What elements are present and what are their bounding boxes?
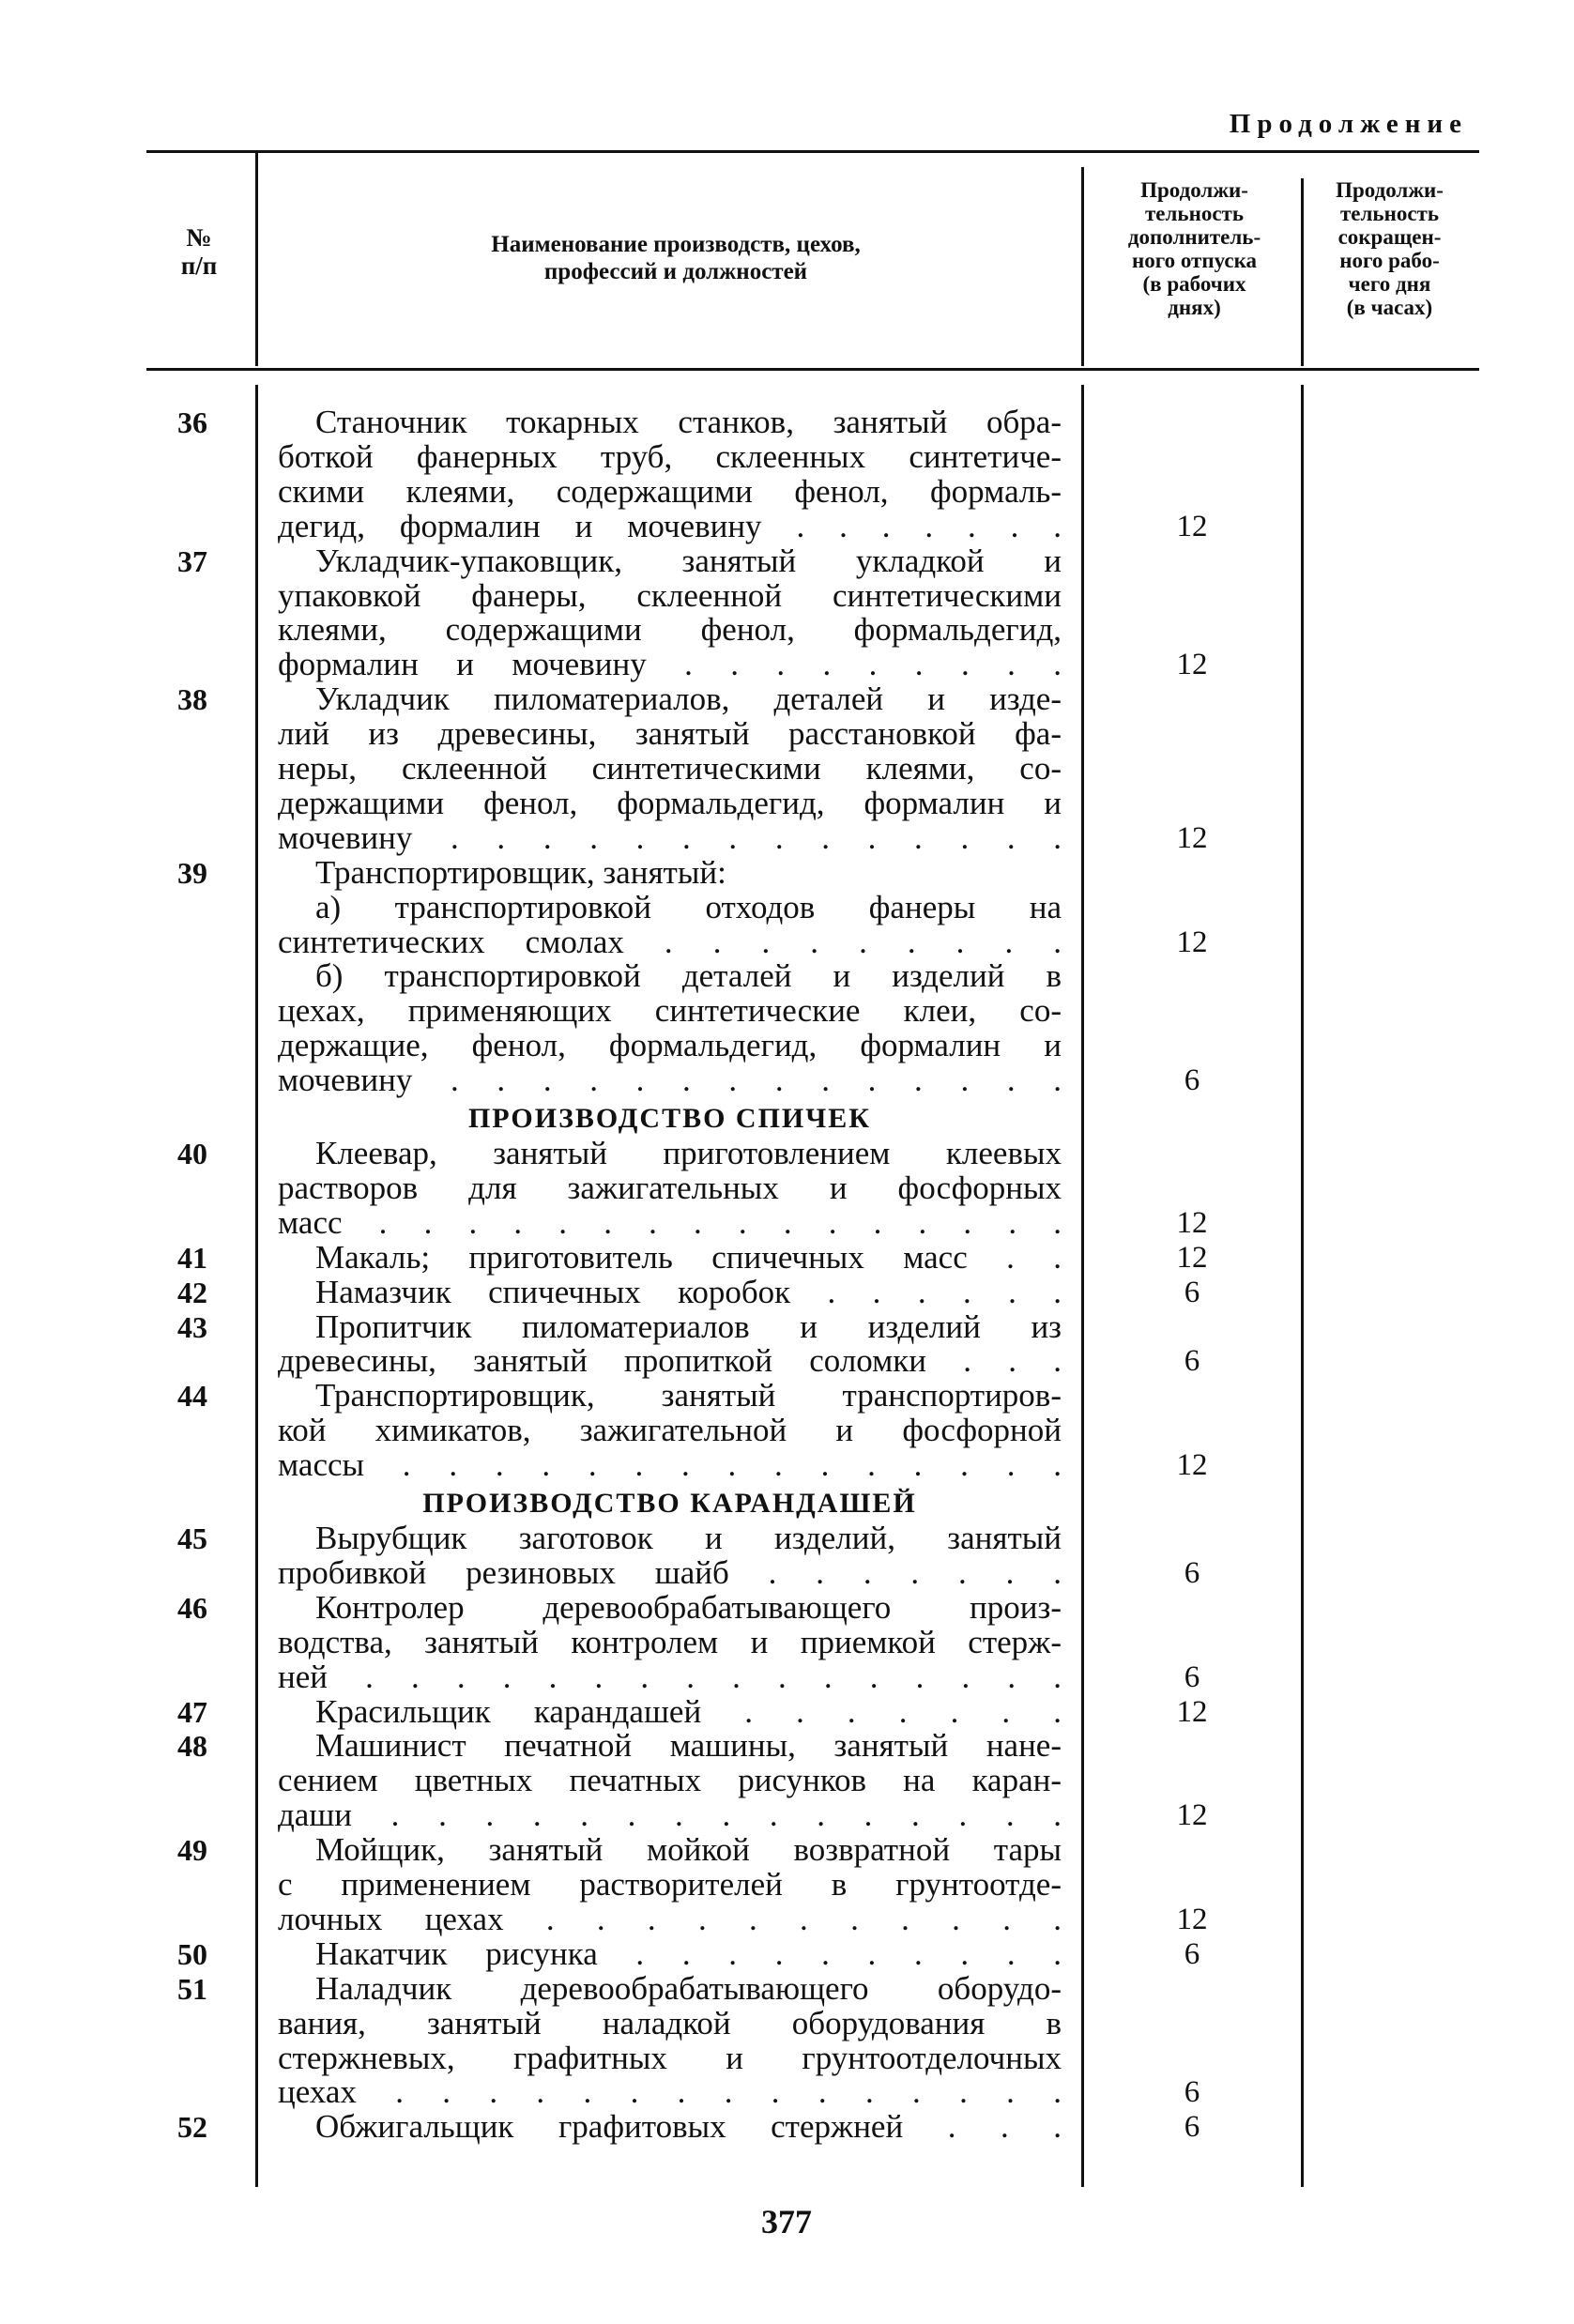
header-number-line: п/п	[180, 252, 218, 280]
table-row	[0, 818, 1574, 856]
row-number	[141, 1764, 244, 1797]
header-name-line: Наименование производств, цехов,	[491, 232, 861, 257]
table-row	[0, 1414, 1574, 1447]
row-leave-days: 6	[1184, 1555, 1200, 1590]
row-number	[141, 2007, 244, 2041]
row-number: 43	[177, 1309, 207, 1344]
row-text: неры, склеенной синтетическими клеями, со-	[278, 750, 1062, 787]
table-row	[0, 1868, 1574, 1902]
table-row	[0, 1344, 1574, 1378]
row-leave-days	[1108, 1029, 1276, 1063]
row-text: водства, занятый контролем и приемкой стерж-	[278, 1623, 1062, 1660]
row-number	[141, 821, 244, 855]
row-number: 38	[177, 682, 207, 717]
row-text: с применением растворителей в грунтоотде-	[278, 1866, 1062, 1903]
table-row	[0, 472, 1574, 510]
row-leave-days	[1108, 1591, 1276, 1625]
row-leave-days	[1108, 1729, 1276, 1763]
row-text: Транспортировщик, занятый транспортиров-	[315, 1377, 1062, 1414]
row-number: 51	[177, 1971, 207, 2006]
row-text: Накатчик рисунка . . . . . . . . . .	[315, 1934, 1062, 1972]
row-number	[141, 1029, 244, 1063]
table-row	[0, 1934, 1574, 1972]
row-leave-days: 12	[1176, 1240, 1208, 1275]
row-text: упаковкой фанеры, склеенной синтетическими	[278, 576, 1062, 614]
row-leave-days	[1108, 475, 1276, 509]
row-number: 39	[177, 855, 207, 890]
row-text: Клеевар, занятый приготовлением клеевых	[315, 1135, 1062, 1171]
table-row	[0, 507, 1574, 544]
row-number	[141, 787, 244, 820]
row-leave-days	[1108, 994, 1276, 1028]
row-number	[141, 959, 244, 993]
row-number	[141, 2041, 244, 2075]
table-row	[0, 1969, 1574, 2007]
table-row	[0, 925, 1574, 959]
header-shortday-line: (в часах)	[1346, 296, 1433, 319]
header-top-rule	[146, 150, 1479, 153]
table-row	[0, 959, 1574, 993]
table-row	[0, 717, 1574, 751]
header-leave-line: Продолжи-	[1140, 178, 1248, 202]
row-number: 45	[177, 1521, 207, 1555]
row-text: формалин и мочевину . . . . . . . . .	[278, 646, 1062, 683]
row-number	[141, 994, 244, 1028]
table-row	[0, 1063, 1574, 1097]
table-row	[0, 2110, 1574, 2144]
row-text: Мойщик, занятый мойкой возвратной тары	[315, 1831, 1062, 1869]
table-row	[0, 1379, 1574, 1413]
row-leave-days: 12	[1176, 820, 1208, 855]
row-number: 41	[177, 1240, 207, 1275]
row-text: Намазчик спичечных коробок . . . . . .	[315, 1273, 1062, 1310]
row-number	[141, 1063, 244, 1097]
row-text: лочных цехах . . . . . . . . . . .	[278, 1900, 1062, 1937]
row-leave-days	[1108, 752, 1276, 786]
table-row	[0, 613, 1574, 647]
row-number	[141, 475, 244, 509]
row-leave-days: 6	[1184, 1063, 1200, 1098]
header-name-column	[272, 231, 1079, 285]
table-row	[0, 1203, 1574, 1241]
table-row	[0, 1692, 1574, 1730]
row-leave-days	[1108, 613, 1276, 647]
row-number	[141, 1798, 244, 1832]
row-text: б) транспортировкой деталей и изделий в	[315, 957, 1062, 995]
row-leave-days	[1108, 717, 1276, 751]
table-row	[0, 784, 1574, 821]
table-row	[0, 1307, 1574, 1345]
row-number	[141, 613, 244, 647]
row-text: Наладчик деревообрабатывающего оборудо-	[315, 1969, 1062, 2007]
row-leave-days	[1108, 959, 1276, 993]
row-number	[141, 717, 244, 751]
row-number	[141, 440, 244, 474]
row-leave-days: 6	[1184, 2110, 1200, 2145]
table-row	[0, 682, 1574, 716]
row-leave-days	[1108, 1310, 1276, 1344]
row-text: стержневых, графитных и грунтоотделочных	[278, 2039, 1062, 2076]
row-text: Макаль; приготовитель спичечных масс . .	[315, 1238, 1062, 1276]
row-leave-days: 12	[1176, 648, 1208, 682]
row-leave-days	[1108, 682, 1276, 716]
continuation-label: Продолжение	[1229, 109, 1468, 139]
row-number: 46	[177, 1590, 207, 1625]
page-number: 377	[761, 2203, 812, 2240]
header-shortday-line: сокращен-	[1337, 225, 1442, 249]
header-divider-2	[1081, 167, 1084, 366]
table-row	[0, 544, 1574, 578]
row-text: Вырубщик заготовок и изделий, занятый	[315, 1520, 1062, 1556]
table-row	[0, 1521, 1574, 1555]
table-row	[0, 437, 1574, 475]
row-text: растворов для зажигательных и фосфорных	[278, 1169, 1062, 1206]
row-text: Машинист печатной машины, занятый нане-	[315, 1727, 1062, 1765]
row-text: Станочник токарных станков, занятый обра-	[315, 404, 1062, 440]
row-leave-days: 12	[1176, 1448, 1208, 1483]
row-number	[141, 891, 244, 925]
row-number	[141, 1206, 244, 1240]
row-leave-days: 6	[1184, 1659, 1200, 1694]
row-text: клеями, содержащими фенол, формальдегид,	[278, 611, 1062, 649]
header-divider-1	[255, 152, 258, 366]
row-leave-days	[1108, 1379, 1276, 1413]
row-number	[141, 1344, 244, 1378]
row-number	[141, 2075, 244, 2109]
header-leave-line: дополнитель-	[1127, 225, 1261, 249]
header-shortday-line: тельность	[1340, 202, 1439, 225]
row-number	[141, 752, 244, 786]
row-number	[141, 1660, 244, 1694]
row-number	[141, 1171, 244, 1205]
row-text: цехах . . . . . . . . . . . . . . .	[278, 2073, 1062, 2111]
row-leave-days	[1108, 2007, 1276, 2041]
table-row	[0, 2004, 1574, 2041]
table-row	[0, 2075, 1574, 2109]
header-leave-line: днях)	[1168, 296, 1221, 319]
table-row	[0, 1588, 1574, 1626]
header-shortday-line: ного рабо-	[1339, 249, 1440, 272]
row-text: Транспортировщик, занятый:	[315, 853, 726, 891]
row-leave-days: 12	[1176, 1902, 1208, 1936]
table-row	[0, 2041, 1574, 2075]
table-row	[0, 1833, 1574, 1867]
row-text: вания, занятый наладкой оборудования в	[278, 2004, 1062, 2041]
header-shortday-line: Продолжи-	[1336, 178, 1444, 202]
header-leave-line: ного отпуска	[1131, 249, 1258, 272]
table-row	[0, 888, 1574, 925]
row-leave-days	[1108, 1521, 1276, 1555]
row-text: синтетических смолах . . . . . . . . .	[278, 923, 1062, 960]
table-row	[0, 1798, 1574, 1832]
row-number	[141, 510, 244, 543]
table-row	[0, 1029, 1574, 1063]
header-bottom-rule	[146, 368, 1479, 371]
table-row	[0, 1448, 1574, 1482]
row-leave-days	[1108, 579, 1276, 613]
table-row	[0, 1553, 1574, 1591]
row-leave-days: 6	[1184, 1275, 1200, 1309]
row-number	[141, 925, 244, 959]
row-number: 49	[177, 1833, 207, 1868]
header-shortday-line: чего дня	[1348, 272, 1431, 296]
row-text: мочевину . . . . . . . . . . . . . .	[278, 818, 1062, 856]
row-text: Контролер деревообрабатывающего произ-	[315, 1588, 1062, 1626]
row-text: держащие, фенол, формальдегид, формалин и	[278, 1027, 1062, 1064]
row-leave-days	[1108, 405, 1276, 439]
row-text: Укладчик-упаковщик, занятый укладкой и	[315, 542, 1062, 579]
table-row	[0, 752, 1574, 786]
row-number	[141, 1448, 244, 1482]
row-text: древесины, занятый пропиткой соломки . . .	[278, 1342, 1062, 1380]
row-leave-days: 6	[1184, 2075, 1200, 2110]
row-number: 47	[177, 1694, 207, 1729]
row-number	[141, 1868, 244, 1902]
section-heading: ПРОИЗВОДСТВО СПИЧЕК	[467, 1103, 872, 1134]
row-number	[141, 1903, 244, 1936]
row-number	[141, 1626, 244, 1659]
row-leave-days: 6	[1184, 1344, 1200, 1379]
row-number: 42	[177, 1275, 207, 1309]
row-text: Красильщик карандашей . . . . . . .	[315, 1692, 1062, 1730]
header-number-column	[148, 223, 250, 280]
header-number-line: №	[186, 223, 212, 252]
row-text: сением цветных печатных рисунков на каран-	[278, 1762, 1062, 1799]
row-text: Пропитчик пиломатериалов и изделий из	[315, 1307, 1062, 1345]
row-text: даши . . . . . . . . . . . . . . .	[278, 1797, 1062, 1834]
row-leave-days: 12	[1176, 509, 1208, 543]
row-leave-days: 12	[1176, 1694, 1208, 1729]
table-row	[0, 1729, 1574, 1763]
row-number: 40	[177, 1137, 207, 1170]
row-text: кой химикатов, зажигательной и фосфорной	[278, 1412, 1062, 1449]
row-text: дегид, формалин и мочевину . . . . . . .	[278, 507, 1062, 544]
row-leave-days	[1108, 1626, 1276, 1659]
row-number	[141, 1556, 244, 1590]
row-text: Обжигальщик графитовых стержней . . .	[315, 2108, 1062, 2146]
row-text: пробивкой резиновых шайб . . . . . . .	[278, 1553, 1062, 1591]
row-leave-days: 12	[1176, 1798, 1208, 1833]
header-leave-line: (в рабочих	[1142, 272, 1246, 296]
row-text: а) транспортировкой отходов фанеры на	[315, 888, 1062, 925]
table-row	[0, 1900, 1574, 1937]
row-text: ней . . . . . . . . . . . . . . . .	[278, 1658, 1062, 1695]
row-text: цехах, применяющих синтетические клеи, со-	[278, 992, 1062, 1030]
header-leave-column	[1089, 178, 1300, 319]
row-leave-days	[1108, 856, 1276, 890]
row-number	[141, 579, 244, 613]
row-text: Укладчик пиломатериалов, деталей и изде-	[315, 680, 1062, 718]
row-text: масс . . . . . . . . . . . . . . . .	[278, 1203, 1062, 1241]
row-number	[141, 1414, 244, 1447]
row-leave-days: 12	[1176, 1205, 1208, 1240]
header-shortday-column	[1307, 178, 1472, 319]
row-number: 52	[177, 2110, 207, 2145]
table-row	[0, 853, 1574, 891]
row-leave-days	[1108, 1137, 1276, 1170]
row-leave-days	[1108, 787, 1276, 820]
row-text: скими клеями, содержащими фенол, формаль-	[278, 472, 1062, 510]
header-divider-3	[1301, 178, 1304, 366]
table-row	[0, 1137, 1574, 1170]
header-leave-line: тельность	[1145, 202, 1244, 225]
row-leave-days: 12	[1176, 925, 1208, 959]
row-text: боткой фанерных труб, склеенных синтетиче-	[278, 437, 1062, 475]
table-row	[0, 1764, 1574, 1797]
row-number: 50	[177, 1936, 207, 1971]
row-text: держащими фенол, формальдегид, формалин и	[278, 784, 1062, 821]
row-leave-days	[1108, 1171, 1276, 1205]
row-number: 36	[177, 405, 207, 439]
row-text: мочевину . . . . . . . . . . . . . .	[278, 1062, 1062, 1099]
row-number: 48	[177, 1729, 207, 1764]
section-heading: ПРОИЗВОДСТВО КАРАНДАШЕЙ	[422, 1488, 917, 1519]
table-row	[0, 1660, 1574, 1694]
row-leave-days	[1108, 2041, 1276, 2075]
row-leave-days	[1108, 891, 1276, 925]
table-row	[0, 405, 1574, 439]
row-leave-days	[1108, 1833, 1276, 1867]
row-number: 37	[177, 543, 207, 578]
table-row	[0, 994, 1574, 1028]
row-leave-days	[1108, 1972, 1276, 2006]
table-row	[0, 1238, 1574, 1276]
row-leave-days	[1108, 1868, 1276, 1902]
row-number	[141, 648, 244, 681]
row-number: 44	[177, 1379, 207, 1414]
row-leave-days	[1108, 440, 1276, 474]
row-leave-days: 6	[1184, 1936, 1200, 1971]
table-row	[0, 648, 1574, 681]
table-row	[0, 1623, 1574, 1660]
row-leave-days	[1108, 544, 1276, 578]
table-row	[0, 576, 1574, 614]
row-leave-days	[1108, 1764, 1276, 1797]
table-row	[0, 1171, 1574, 1205]
row-text: лий из древесины, занятый расстановкой фа-	[278, 715, 1062, 753]
row-leave-days	[1108, 1414, 1276, 1447]
row-text: массы . . . . . . . . . . . . . . .	[278, 1446, 1062, 1484]
header-name-line: профессий и должностей	[543, 259, 808, 284]
table-row	[0, 1273, 1574, 1310]
